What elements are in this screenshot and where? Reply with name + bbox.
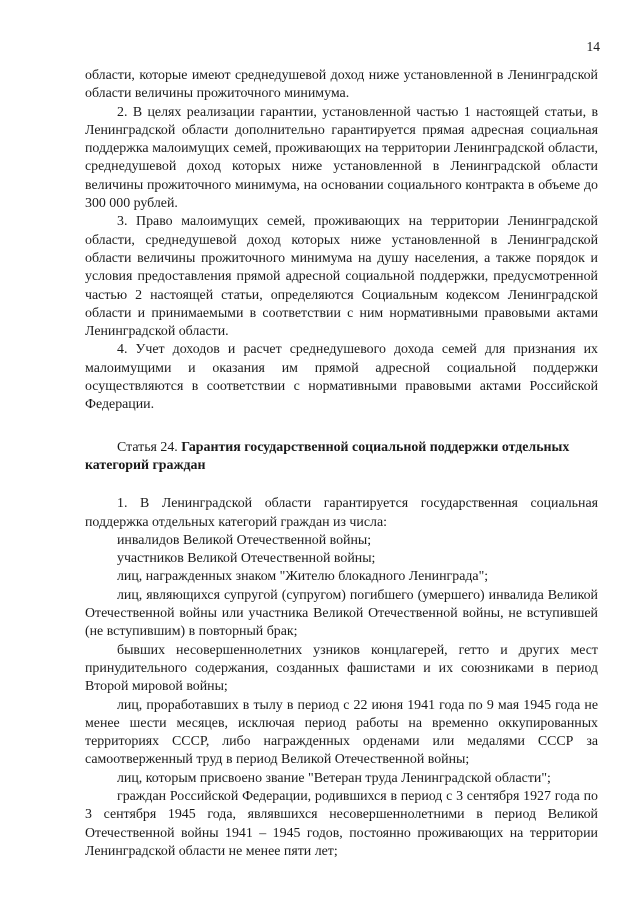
list-item: лиц, являющихся супругой (супругом) погибшего (умершего) инвалида Великой Отечественной войны или участника Великой Отечественной войны, не вступившей (не вступившим) в повторный брак; — [85, 587, 598, 640]
list-item: лиц, проработавших в тылу в период с 22 июня 1941 года по 9 мая 1945 года не менее шести месяцев, исключая период работы на временно оккупированных территориях СССР, либо награжденных орденами или медалями СССР за самоотверженный труд в период Великой Отечественной войны; — [85, 697, 598, 768]
list-item: инвалидов Великой Отечественной войны; — [117, 532, 372, 548]
article-number: Статья 24. — [117, 439, 182, 455]
list-item: граждан Российской Федерации, родившихся в период с 3 сентября 1927 года по 3 сентября 1945 года, являвшихся несовершеннолетними в период Великой Отечественной войны 1941 – 1945 годов, постоянно проживающих на территории Ленинградской области не менее пяти лет; — [85, 788, 598, 859]
list-item: участников Великой Отечественной войны; — [117, 551, 376, 567]
list-item: лиц, которым присвоено звание "Ветеран труда Ленинградской области"; — [117, 770, 551, 786]
article-intro: 1. В Ленинградской области гарантируется государственная социальная поддержка отдельных категорий граждан из числа: — [85, 496, 598, 530]
document-body — [85, 67, 598, 861]
section-spacer — [85, 475, 598, 495]
paragraph-part-2: 2. В целях реализации гарантии, установленной частью 1 настоящей статьи, в Ленинградской области дополнительно гарантируется прямая адресная социальная поддержка малоимущих семей, проживающих на территории Ленинградской области, среднедушевой доход которых ниже установленной в Ленинградской области величины прожиточного минимума, на основании социального контракта в объеме до 300 000 рублей. — [85, 104, 598, 212]
list-item: бывших несовершеннолетних узников концлагерей, гетто и других мест принудительного содержания, созданных фашистами и их союзниками в период Второй мировой войны; — [85, 642, 598, 695]
article-heading — [85, 439, 598, 476]
paragraph-part-4: 4. Учет доходов и расчет среднедушевого дохода семей для признания их малоимущими и оказания им прямой адресной социальной поддержки осуществляются в соответствии с нормативными правовыми актами Российской Федерации. — [85, 342, 598, 413]
list-item: лиц, награжденных знаком "Жителю блокадного Ленинграда"; — [117, 569, 489, 585]
article-title: Гарантия государственной социальной поддержки отдельных категорий граждан — [85, 439, 570, 473]
paragraph-part-3: 3. Право малоимущих семей, проживающих на территории Ленинградской области, среднедушевой доход которых ниже установленной в Ленинградской области величины прожиточного минимума на душу населения, а также порядок и условия предоставления прямой адресной социальной поддержки, предусмотренной частью 2 настоящей статьи, определяются Социальным кодексом Ленинградской области и принимаемыми в соответствии с ним нормативными правовыми актами Ленинградской области. — [85, 214, 598, 340]
paragraph-continuation: области, которые имеют среднедушевой доход ниже установленной в Ленинградской области величины прожиточного минимума. — [85, 68, 598, 102]
section-spacer — [85, 415, 598, 439]
page-number: 14 — [586, 39, 600, 54]
